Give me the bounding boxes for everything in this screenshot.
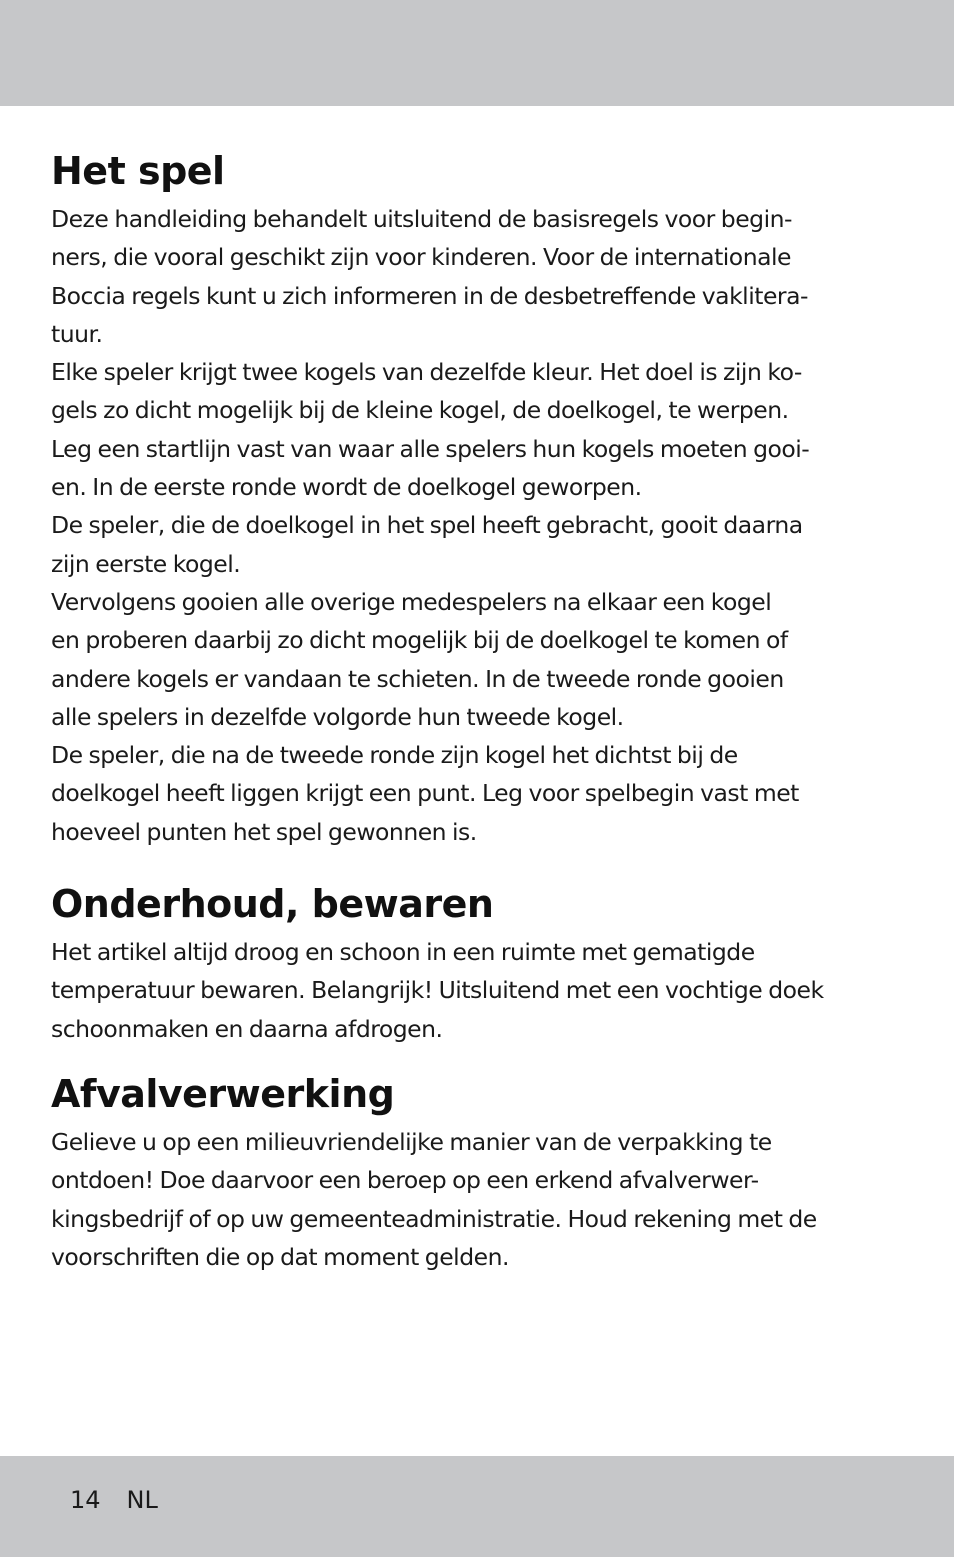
text-line: Vervolgens gooien alle overige medespelers na elkaar een kogel bbox=[51, 587, 772, 616]
page-footer bbox=[70, 1480, 158, 1520]
text-line: gels zo dicht mogelijk bij de kleine kogel, de doelkogel, te werpen. bbox=[51, 396, 789, 425]
text-line: voorschriften die op dat moment gelden. bbox=[51, 1242, 509, 1271]
text-line: kingsbedrijf of op uw gemeenteadministratie. Houd rekening met de bbox=[51, 1204, 817, 1233]
text-line: Gelieve u op een milieuvriendelijke manier van de verpakking te bbox=[51, 1127, 772, 1156]
text-line: en proberen daarbij zo dicht mogelijk bij de doelkogel te komen of bbox=[51, 626, 788, 655]
text-line: andere kogels er vandaan te schieten. In de tweede ronde gooien bbox=[51, 664, 784, 693]
section-heading-afvalverwerking: Afvalverwerking bbox=[51, 1071, 395, 1116]
section-body-onderhoud bbox=[51, 933, 903, 1048]
text-line: ontdoen! Doe daarvoor een beroep op een erkend afvalverwer- bbox=[51, 1166, 759, 1195]
text-line: Boccia regels kunt u zich informeren in de desbetreffende vaklitera- bbox=[51, 281, 808, 310]
text-line: ners, die vooral geschikt zijn voor kinderen. Voor de internationale bbox=[51, 243, 791, 272]
section-spacer bbox=[51, 1048, 903, 1065]
text-line: zijn eerste kogel. bbox=[51, 549, 241, 578]
text-line: Leg een startlijn vast van waar alle spelers hun kogels moeten gooi- bbox=[51, 434, 810, 463]
text-line: hoeveel punten het spel gewonnen is. bbox=[51, 817, 477, 846]
text-line: tuur. bbox=[51, 319, 103, 348]
header-band bbox=[0, 0, 954, 106]
text-line: temperatuur bewaren. Belangrijk! Uitsluitend met een vochtige doek bbox=[51, 976, 824, 1005]
text-line: schoonmaken en daarna afdrogen. bbox=[51, 1014, 443, 1043]
section-body-afvalverwerking bbox=[51, 1123, 903, 1276]
text-line: doelkogel heeft liggen krijgt een punt. Leg voor spelbegin vast met bbox=[51, 779, 799, 808]
text-line: alle spelers in dezelfde volgorde hun tweede kogel. bbox=[51, 702, 624, 731]
text-line: De speler, die na de tweede ronde zijn kogel het dichtst bij de bbox=[51, 741, 738, 770]
text-line: Elke speler krijgt twee kogels van dezelfde kleur. Het doel is zijn ko- bbox=[51, 358, 802, 387]
page-number: 14 bbox=[70, 1486, 101, 1514]
section-spacer bbox=[51, 851, 903, 875]
section-heading-onderhoud: Onderhoud, bewaren bbox=[51, 882, 494, 927]
section-heading-het-spel: Het spel bbox=[51, 149, 225, 193]
text-line: Het artikel altijd droog en schoon in een ruimte met gematigde bbox=[51, 938, 755, 967]
text-line: De speler, die de doelkogel in het spel heeft gebracht, gooit daarna bbox=[51, 511, 803, 540]
section-body-het-spel bbox=[51, 200, 903, 851]
language-code: NL bbox=[126, 1486, 158, 1514]
text-line: Deze handleiding behandelt uitsluitend de basisregels voor begin- bbox=[51, 205, 792, 233]
page-content bbox=[51, 142, 903, 1276]
text-line: en. In de eerste ronde wordt de doelkogel geworpen. bbox=[51, 473, 642, 502]
